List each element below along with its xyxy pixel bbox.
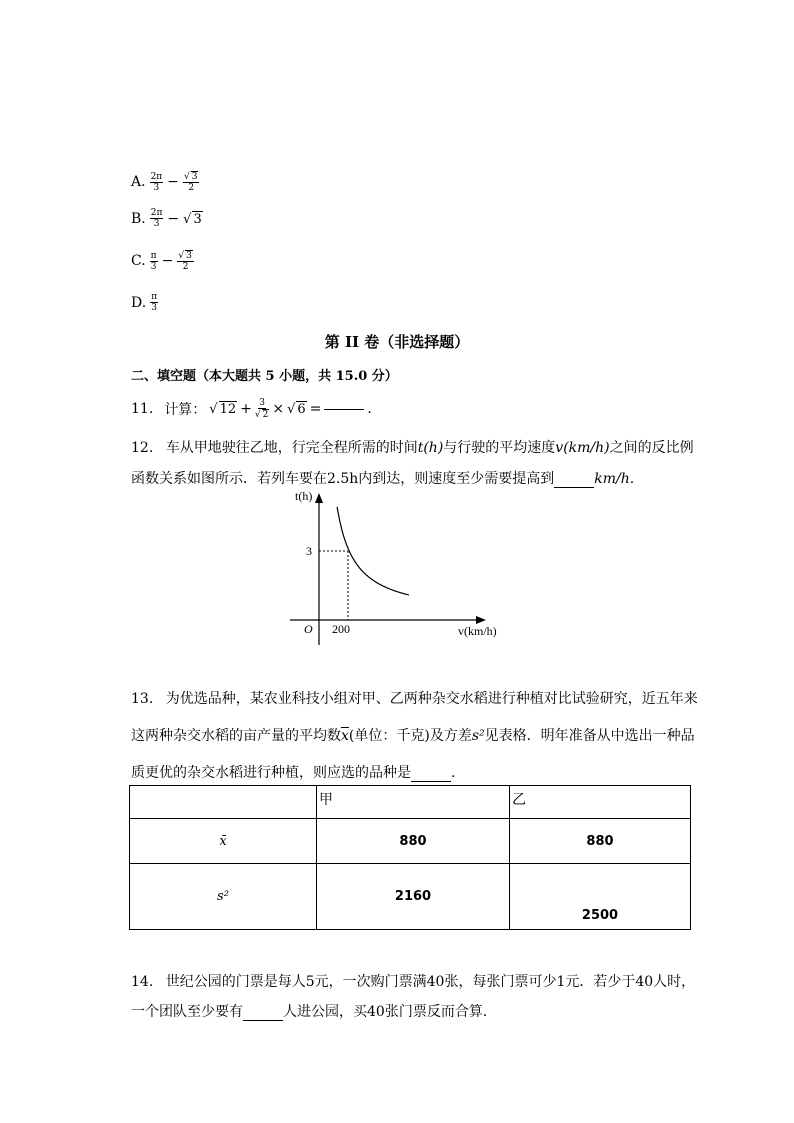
table-cell: 880	[510, 819, 691, 864]
fraction: $\frac{2\pi}{3}$	[150, 171, 163, 193]
question-13-line2: 这两种杂交水稻的亩产量的平均数$\overline{x}$(单位：千克)及方差s²见表格．明年准备从中选出一种品	[131, 728, 695, 744]
data-table	[129, 785, 691, 930]
question-14-line1: 14. 世纪公园的门票是每人5元，一次购门票满40张，每张门票可少1元．若少于40人时，	[131, 974, 696, 990]
table-header-row	[130, 786, 691, 819]
question-12-line1: 12. 车从甲地驶往乙地，行完全程所需的时间t(h)与行驶的平均速度v(km/h)之间的反比例	[131, 440, 694, 456]
table-header-cell: 甲	[317, 786, 510, 819]
table-cell: 880	[317, 819, 510, 864]
y-axis-label: t(h)	[295, 489, 313, 503]
question-number: 12.	[131, 440, 154, 456]
question-11: 11. 计算： √ 12 + $\frac{3}{√ 2}$ × √ 6 = .	[131, 398, 372, 420]
y-tick-label: 3	[306, 544, 312, 558]
x-axis-label: v(km/h)	[458, 624, 497, 638]
question-number: 11.	[131, 401, 154, 417]
question-number: 14.	[131, 974, 154, 990]
fraction: $\frac{\pi}{3}$	[151, 292, 158, 313]
fraction: $\frac{\pi}{3}$	[150, 250, 157, 272]
question-13-line3: 质更优的杂交水稻进行种植，则应选的品种是 .	[131, 765, 456, 781]
row-label: x̄	[130, 819, 317, 864]
question-12-line2: 函数关系如图所示．若列车要在2.5h内到达，则速度至少需要提高到 km/h.	[131, 471, 635, 487]
fraction: $\frac{2\pi}{3}$	[150, 208, 163, 229]
table-cell: 2160	[317, 864, 510, 930]
answer-blank[interactable]	[324, 409, 364, 410]
radical: √ 3	[183, 211, 202, 227]
x-axis-arrow	[476, 616, 486, 624]
option-letter: C.	[131, 253, 146, 269]
option-d[interactable]	[131, 292, 158, 313]
answer-blank[interactable]	[243, 1020, 283, 1021]
table-row	[130, 819, 691, 864]
option-a[interactable]: A. $\frac{2\pi}{3}$ − $\frac{√ 3}{2}$	[131, 171, 198, 193]
option-letter: D.	[131, 294, 147, 311]
table-row	[130, 864, 691, 930]
table-header-cell: 乙	[510, 786, 691, 819]
inverse-graph	[280, 485, 520, 650]
option-b[interactable]: B. $\frac{2\pi}{3}$ − √ 3	[131, 208, 202, 229]
question-13-line1: 13. 为优选品种，某农业科技小组对甲、乙两种杂交水稻进行种植对比试验研究，近五年来	[131, 691, 698, 707]
section-heading: 二、填空题（本大题共 5 小题，共 15.0 分）	[131, 369, 398, 384]
table-cell: 2500	[510, 864, 691, 930]
fraction: $\frac{√ 3}{2}$	[178, 251, 192, 272]
option-c[interactable]: C. $\frac{\pi}{3}$ − $\frac{√ 3}{2}$	[131, 250, 192, 272]
question-14-line2: 一个团队至少要有 人进公园，买40张门票反而合算．	[131, 1004, 497, 1020]
origin-label: O	[304, 622, 313, 636]
y-axis-arrow	[315, 493, 323, 503]
fraction: $\frac{√ 3}{2}$	[183, 172, 198, 193]
option-letter: B.	[131, 210, 146, 227]
answer-blank[interactable]	[411, 781, 451, 782]
row-label: s²	[130, 864, 317, 930]
table-header-cell	[130, 786, 317, 819]
question-label: 计算：	[164, 402, 207, 418]
question-number: 13.	[131, 691, 154, 707]
answer-blank[interactable]	[554, 487, 594, 488]
section-title: 第 II 卷（非选择题）	[324, 333, 470, 351]
x-tick-label: 200	[332, 622, 350, 636]
option-letter: A.	[131, 174, 146, 190]
